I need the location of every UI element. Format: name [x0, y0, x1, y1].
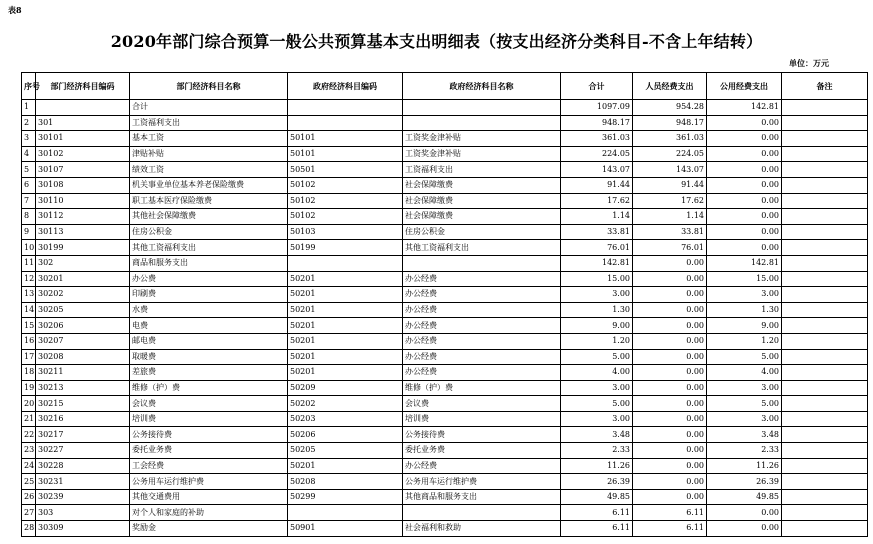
row-remark: [782, 349, 868, 365]
row-remark: [782, 177, 868, 193]
table-row: [22, 271, 868, 287]
table-row: [22, 146, 868, 162]
row-dept-name: 水费: [130, 302, 288, 318]
row-seq: 23: [22, 443, 36, 459]
row-personnel: 6.11: [633, 521, 707, 537]
row-seq: 24: [22, 458, 36, 474]
row-personnel: 954.28: [633, 100, 707, 116]
row-personnel: 91.44: [633, 177, 707, 193]
row-gov-name: [403, 505, 561, 521]
row-remark: [782, 443, 868, 459]
row-personnel: 0.00: [633, 349, 707, 365]
row-seq: 28: [22, 521, 36, 537]
row-remark: [782, 115, 868, 131]
header-remark: 备注: [782, 73, 868, 100]
row-dept-name: 会议费: [130, 396, 288, 412]
row-total: 1097.09: [561, 100, 633, 116]
row-dept-code: 30208: [36, 349, 130, 365]
row-total: 91.44: [561, 177, 633, 193]
row-gov-code: 50205: [288, 443, 403, 459]
row-gov-code: [288, 115, 403, 131]
row-total: 11.26: [561, 458, 633, 474]
row-public: 5.00: [707, 349, 782, 365]
row-dept-code: 301: [36, 115, 130, 131]
row-seq: 4: [22, 146, 36, 162]
row-remark: [782, 100, 868, 116]
header-dept-name: 部门经济科目名称: [130, 73, 288, 100]
row-gov-name: 办公经费: [403, 287, 561, 303]
row-remark: [782, 365, 868, 381]
row-remark: [782, 489, 868, 505]
page-title: 2020年部门综合预算一般公共预算基本支出明细表（按支出经济分类科目-不含上年结转）: [110, 32, 763, 51]
row-gov-name: 社会保障缴费: [403, 193, 561, 209]
row-dept-code: 30112: [36, 209, 130, 225]
row-gov-name: [403, 100, 561, 116]
table-row: [22, 474, 868, 490]
row-dept-code: 30201: [36, 271, 130, 287]
table-number: 表8: [8, 5, 22, 15]
row-dept-name: 绩效工资: [130, 162, 288, 178]
row-personnel: 0.00: [633, 411, 707, 427]
row-public: 0.00: [707, 115, 782, 131]
row-seq: 25: [22, 474, 36, 490]
row-remark: [782, 302, 868, 318]
row-seq: 2: [22, 115, 36, 131]
row-dept-code: 30213: [36, 380, 130, 396]
row-gov-name: 办公经费: [403, 271, 561, 287]
row-seq: 17: [22, 349, 36, 365]
row-dept-code: 30199: [36, 240, 130, 256]
row-gov-code: 50201: [288, 318, 403, 334]
row-gov-code: 50299: [288, 489, 403, 505]
row-gov-code: [288, 100, 403, 116]
row-total: 17.62: [561, 193, 633, 209]
row-seq: 3: [22, 131, 36, 147]
row-personnel: 0.00: [633, 458, 707, 474]
row-dept-code: 303: [36, 505, 130, 521]
table-row: [22, 411, 868, 427]
row-remark: [782, 146, 868, 162]
row-seq: 22: [22, 427, 36, 443]
row-total: 1.20: [561, 333, 633, 349]
row-seq: 14: [22, 302, 36, 318]
row-remark: [782, 287, 868, 303]
row-remark: [782, 193, 868, 209]
row-gov-code: 50102: [288, 177, 403, 193]
header-row: [22, 73, 868, 100]
row-public: 3.48: [707, 427, 782, 443]
row-seq: 18: [22, 365, 36, 381]
unit-label: 单位：万元: [789, 58, 829, 68]
row-public: 4.00: [707, 365, 782, 381]
row-gov-code: 50208: [288, 474, 403, 490]
row-seq: 10: [22, 240, 36, 256]
row-dept-name: 职工基本医疗保险缴费: [130, 193, 288, 209]
row-public: 5.00: [707, 396, 782, 412]
row-gov-name: 公务用车运行维护费: [403, 474, 561, 490]
row-personnel: 361.03: [633, 131, 707, 147]
row-gov-code: 50206: [288, 427, 403, 443]
row-gov-code: 50201: [288, 458, 403, 474]
row-seq: 8: [22, 209, 36, 225]
row-public: 26.39: [707, 474, 782, 490]
row-personnel: 224.05: [633, 146, 707, 162]
row-public: 0.00: [707, 240, 782, 256]
row-total: 5.00: [561, 396, 633, 412]
row-personnel: 0.00: [633, 271, 707, 287]
row-public: 15.00: [707, 271, 782, 287]
row-total: 224.05: [561, 146, 633, 162]
row-public: 2.33: [707, 443, 782, 459]
row-total: 76.01: [561, 240, 633, 256]
row-seq: 15: [22, 318, 36, 334]
table-row: [22, 458, 868, 474]
row-remark: [782, 271, 868, 287]
row-gov-code: 50103: [288, 224, 403, 240]
header-gov-code: 政府经济科目编码: [288, 73, 403, 100]
table-row: [22, 302, 868, 318]
row-gov-name: 其他商品和服务支出: [403, 489, 561, 505]
row-gov-code: [288, 505, 403, 521]
row-seq: 9: [22, 224, 36, 240]
row-total: 3.00: [561, 411, 633, 427]
row-seq: 1: [22, 100, 36, 116]
row-seq: 5: [22, 162, 36, 178]
row-dept-code: 30228: [36, 458, 130, 474]
row-dept-code: 30101: [36, 131, 130, 147]
row-gov-code: 50202: [288, 396, 403, 412]
row-gov-name: 工资奖金津补贴: [403, 146, 561, 162]
row-dept-name: 培训费: [130, 411, 288, 427]
table-row: [22, 333, 868, 349]
row-dept-code: 30227: [36, 443, 130, 459]
row-gov-code: 50199: [288, 240, 403, 256]
row-gov-name: 其他工资福利支出: [403, 240, 561, 256]
row-remark: [782, 131, 868, 147]
row-dept-code: 30113: [36, 224, 130, 240]
row-gov-name: 维修（护）费: [403, 380, 561, 396]
row-public: 3.00: [707, 411, 782, 427]
row-remark: [782, 396, 868, 412]
header-gov-name: 政府经济科目名称: [403, 73, 561, 100]
row-dept-name: 基本工资: [130, 131, 288, 147]
row-gov-code: [288, 255, 403, 271]
row-dept-code: 30205: [36, 302, 130, 318]
row-remark: [782, 224, 868, 240]
table-body: [22, 100, 868, 537]
table-row: [22, 349, 868, 365]
row-public: 0.00: [707, 177, 782, 193]
table-row: [22, 131, 868, 147]
table-row: [22, 396, 868, 412]
row-gov-code: 50501: [288, 162, 403, 178]
row-dept-name: 其他社会保障缴费: [130, 209, 288, 225]
row-personnel: 6.11: [633, 505, 707, 521]
row-total: 948.17: [561, 115, 633, 131]
row-total: 33.81: [561, 224, 633, 240]
row-personnel: 0.00: [633, 489, 707, 505]
row-gov-code: 50209: [288, 380, 403, 396]
row-public: 0.00: [707, 505, 782, 521]
table-row: [22, 162, 868, 178]
row-gov-name: 委托业务费: [403, 443, 561, 459]
row-total: 142.81: [561, 255, 633, 271]
row-total: 49.85: [561, 489, 633, 505]
row-total: 3.48: [561, 427, 633, 443]
row-dept-name: 奖励金: [130, 521, 288, 537]
row-total: 26.39: [561, 474, 633, 490]
row-personnel: 948.17: [633, 115, 707, 131]
row-gov-name: 办公经费: [403, 365, 561, 381]
row-gov-code: 50201: [288, 302, 403, 318]
table-row: [22, 443, 868, 459]
row-dept-code: 302: [36, 255, 130, 271]
row-remark: [782, 209, 868, 225]
row-gov-name: 社会福利和救助: [403, 521, 561, 537]
row-remark: [782, 318, 868, 334]
row-remark: [782, 333, 868, 349]
row-dept-name: 电费: [130, 318, 288, 334]
row-personnel: 0.00: [633, 318, 707, 334]
row-personnel: 0.00: [633, 427, 707, 443]
row-personnel: 76.01: [633, 240, 707, 256]
row-dept-code: 30215: [36, 396, 130, 412]
row-gov-name: [403, 255, 561, 271]
table-row: [22, 365, 868, 381]
row-public: 9.00: [707, 318, 782, 334]
row-dept-name: 住房公积金: [130, 224, 288, 240]
table-row: [22, 100, 868, 116]
row-public: 3.00: [707, 380, 782, 396]
row-dept-name: 工资福利支出: [130, 115, 288, 131]
row-seq: 13: [22, 287, 36, 303]
table-row: [22, 177, 868, 193]
row-personnel: 0.00: [633, 474, 707, 490]
row-gov-name: 办公经费: [403, 458, 561, 474]
row-gov-code: 50102: [288, 193, 403, 209]
row-dept-code: 30309: [36, 521, 130, 537]
row-total: 5.00: [561, 349, 633, 365]
row-gov-code: 50101: [288, 146, 403, 162]
row-dept-name: 取暖费: [130, 349, 288, 365]
table-row: [22, 240, 868, 256]
table-row: [22, 521, 868, 537]
row-total: 2.33: [561, 443, 633, 459]
row-gov-name: 住房公积金: [403, 224, 561, 240]
row-dept-code: 30108: [36, 177, 130, 193]
row-public: 0.00: [707, 521, 782, 537]
table-row: [22, 224, 868, 240]
row-dept-name: 对个人和家庭的补助: [130, 505, 288, 521]
row-seq: 26: [22, 489, 36, 505]
row-gov-name: 办公经费: [403, 333, 561, 349]
row-remark: [782, 474, 868, 490]
row-public: 142.81: [707, 100, 782, 116]
row-personnel: 0.00: [633, 302, 707, 318]
row-dept-code: 30231: [36, 474, 130, 490]
table-row: [22, 287, 868, 303]
table-row: [22, 193, 868, 209]
row-dept-name: 委托业务费: [130, 443, 288, 459]
row-dept-code: 30202: [36, 287, 130, 303]
row-total: 15.00: [561, 271, 633, 287]
row-personnel: 0.00: [633, 333, 707, 349]
row-public: 11.26: [707, 458, 782, 474]
row-dept-name: 其他工资福利支出: [130, 240, 288, 256]
row-public: 142.81: [707, 255, 782, 271]
row-gov-name: 办公经费: [403, 349, 561, 365]
row-dept-name: 工会经费: [130, 458, 288, 474]
row-gov-code: 50201: [288, 349, 403, 365]
table-row: [22, 318, 868, 334]
header-seq: 序号: [22, 73, 36, 100]
row-dept-name: 办公费: [130, 271, 288, 287]
table-row: [22, 115, 868, 131]
row-dept-code: 30207: [36, 333, 130, 349]
row-public: 0.00: [707, 209, 782, 225]
row-gov-name: [403, 115, 561, 131]
row-public: 3.00: [707, 287, 782, 303]
row-seq: 21: [22, 411, 36, 427]
row-gov-code: 50201: [288, 287, 403, 303]
row-seq: 27: [22, 505, 36, 521]
row-total: 3.00: [561, 287, 633, 303]
row-total: 1.30: [561, 302, 633, 318]
row-dept-name: 维修（护）费: [130, 380, 288, 396]
row-total: 361.03: [561, 131, 633, 147]
row-personnel: 0.00: [633, 287, 707, 303]
row-dept-name: 印刷费: [130, 287, 288, 303]
row-personnel: 1.14: [633, 209, 707, 225]
budget-table: [21, 72, 868, 537]
row-gov-code: 50201: [288, 271, 403, 287]
row-dept-code: 30211: [36, 365, 130, 381]
header-personnel: 人员经费支出: [633, 73, 707, 100]
row-dept-code: 30206: [36, 318, 130, 334]
row-public: 49.85: [707, 489, 782, 505]
row-personnel: 0.00: [633, 255, 707, 271]
row-gov-name: 公务接待费: [403, 427, 561, 443]
row-personnel: 0.00: [633, 443, 707, 459]
row-gov-code: 50901: [288, 521, 403, 537]
row-remark: [782, 380, 868, 396]
header-total: 合计: [561, 73, 633, 100]
table-row: [22, 209, 868, 225]
row-dept-name: 机关事业单位基本养老保险缴费: [130, 177, 288, 193]
row-total: 6.11: [561, 521, 633, 537]
row-seq: 16: [22, 333, 36, 349]
row-remark: [782, 458, 868, 474]
row-dept-name: 差旅费: [130, 365, 288, 381]
row-gov-name: 工资福利支出: [403, 162, 561, 178]
row-dept-code: 30217: [36, 427, 130, 443]
row-gov-code: 50102: [288, 209, 403, 225]
row-dept-name: 邮电费: [130, 333, 288, 349]
table-row: [22, 427, 868, 443]
row-seq: 7: [22, 193, 36, 209]
row-public: 1.20: [707, 333, 782, 349]
row-remark: [782, 427, 868, 443]
row-dept-name: 津贴补贴: [130, 146, 288, 162]
row-seq: 6: [22, 177, 36, 193]
row-public: 0.00: [707, 131, 782, 147]
row-total: 143.07: [561, 162, 633, 178]
row-total: 1.14: [561, 209, 633, 225]
row-personnel: 143.07: [633, 162, 707, 178]
row-dept-code: 30107: [36, 162, 130, 178]
row-public: 0.00: [707, 162, 782, 178]
row-gov-name: 社会保障缴费: [403, 209, 561, 225]
row-total: 6.11: [561, 505, 633, 521]
row-gov-name: 社会保障缴费: [403, 177, 561, 193]
row-dept-code: 30102: [36, 146, 130, 162]
row-dept-name: 合计: [130, 100, 288, 116]
header-dept-code: 部门经济科目编码: [36, 73, 130, 100]
row-gov-name: 办公经费: [403, 302, 561, 318]
row-gov-name: 培训费: [403, 411, 561, 427]
row-dept-name: 公务接待费: [130, 427, 288, 443]
row-dept-name: 其他交通费用: [130, 489, 288, 505]
header-public: 公用经费支出: [707, 73, 782, 100]
row-gov-name: 会议费: [403, 396, 561, 412]
row-seq: 20: [22, 396, 36, 412]
row-gov-code: 50101: [288, 131, 403, 147]
row-seq: 12: [22, 271, 36, 287]
row-remark: [782, 240, 868, 256]
table-row: [22, 380, 868, 396]
row-public: 0.00: [707, 193, 782, 209]
row-gov-code: 50203: [288, 411, 403, 427]
row-personnel: 0.00: [633, 380, 707, 396]
row-public: 0.00: [707, 224, 782, 240]
table-row: [22, 505, 868, 521]
row-seq: 19: [22, 380, 36, 396]
row-public: 0.00: [707, 146, 782, 162]
row-total: 3.00: [561, 380, 633, 396]
row-personnel: 0.00: [633, 365, 707, 381]
row-personnel: 0.00: [633, 396, 707, 412]
row-personnel: 33.81: [633, 224, 707, 240]
row-dept-code: [36, 100, 130, 116]
row-dept-name: 商品和服务支出: [130, 255, 288, 271]
row-remark: [782, 521, 868, 537]
table-row: [22, 489, 868, 505]
row-total: 9.00: [561, 318, 633, 334]
row-gov-code: 50201: [288, 365, 403, 381]
row-dept-code: 30216: [36, 411, 130, 427]
row-remark: [782, 255, 868, 271]
row-dept-name: 公务用车运行维护费: [130, 474, 288, 490]
table-row: [22, 255, 868, 271]
row-dept-code: 30110: [36, 193, 130, 209]
row-gov-name: 办公经费: [403, 318, 561, 334]
row-dept-code: 30239: [36, 489, 130, 505]
row-total: 4.00: [561, 365, 633, 381]
row-gov-name: 工资奖金津补贴: [403, 131, 561, 147]
row-seq: 11: [22, 255, 36, 271]
row-remark: [782, 411, 868, 427]
row-remark: [782, 162, 868, 178]
row-gov-code: 50201: [288, 333, 403, 349]
row-remark: [782, 505, 868, 521]
row-personnel: 17.62: [633, 193, 707, 209]
row-public: 1.30: [707, 302, 782, 318]
